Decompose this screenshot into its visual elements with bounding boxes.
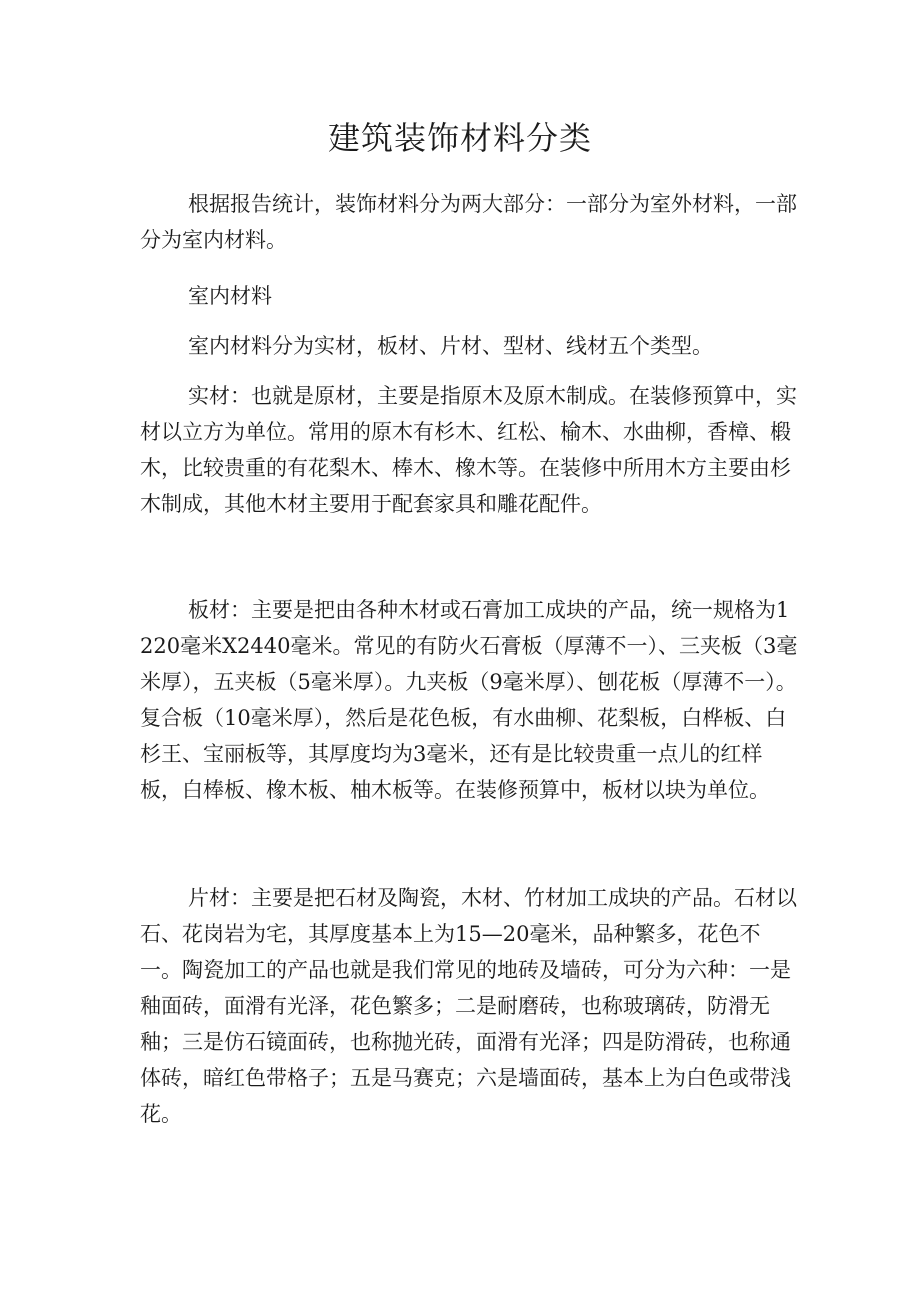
page-title: 建筑装饰材料分类 (327, 119, 592, 157)
paragraph-solid-wood: 实材：也就是原材，主要是指原木及原木制成。在装修预算中，实材以立方为单位。常用的原木有杉木、红松、榆木、水曲柳，香樟、椴木，比较贵重的有花梨木、棒木、橡木等。在装修中所用木方主要由杉木制成，其他木材主要用于配套家具和雕花配件。 (140, 384, 797, 516)
paragraph-tiles: 片材：主要是把石材及陶瓷，木材、竹材加工成块的产品。石材以石、花岗岩为宅，其厚度基本上为15—20毫米，品种繁多，花色不一。陶瓷加工的产品也就是我们常见的地砖及墙砖，可分为六种：一是釉面砖，面滑有光泽，花色繁多；二是耐磨砖，也称玻璃砖，防滑无釉；三是仿石镜面砖，也称抛光砖，面滑有光泽；四是防滑砖，也称通体砖，暗红色带格子；五是马赛克；六是墙面砖，基本上为白色或带浅花。 (140, 886, 797, 1126)
paragraph-indoor-types: 室内材料分为实材，板材、片材、型材、线材五个类型。 (188, 334, 713, 358)
section-heading-indoor: 室内材料 (188, 284, 272, 308)
paragraph-boards: 板材：主要是把由各种木材或石膏加工成块的产品，统一规格为1220毫米X2440毫米。常见的有防火石膏板（厚薄不一）、三夹板（3毫米厚），五夹板（5毫米厚）。九夹板（9毫米厚）、刨花板（厚薄不一）。复合板（10毫米厚），然后是花色板，有水曲柳、花梨板，白桦板、白杉王、宝丽板等，其厚度均为3毫米，还有是比较贵重一点儿的红样板，白棒板、橡木板、柚木板等。在装修预算中，板材以块为单位。 (140, 598, 798, 802)
paragraph-intro: 根据报告统计，装饰材料分为两大部分：一部分为室外材料，一部分为室内材料。 (140, 192, 797, 252)
